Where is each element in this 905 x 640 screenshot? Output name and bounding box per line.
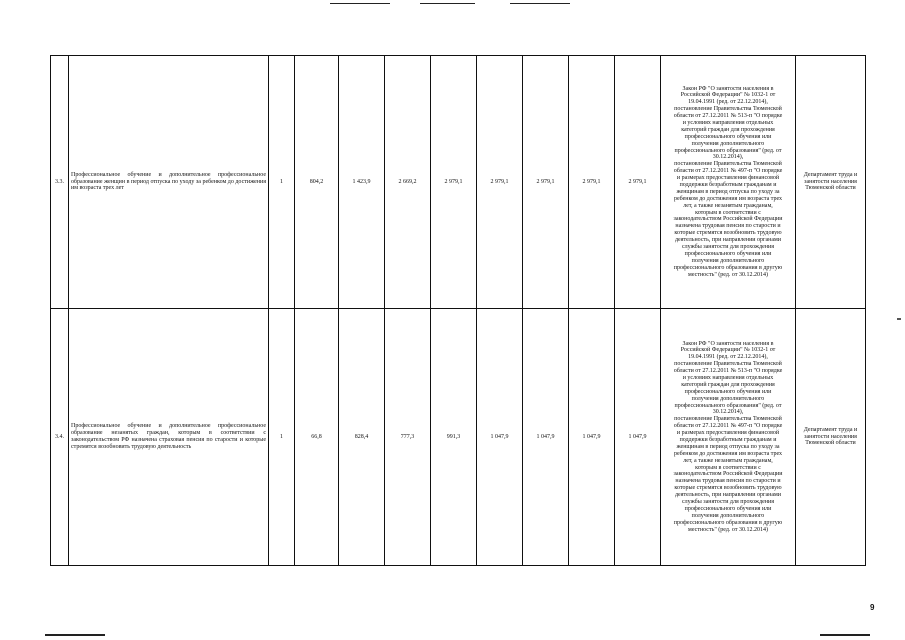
page-number: 9 (870, 603, 875, 612)
value-cell: 1 047,9 (615, 309, 661, 566)
legal-basis-line: 19.04.1991 (ред. от 22.12.2014), (688, 354, 768, 361)
table-row (51, 56, 866, 309)
legal-basis-line: области от 27.12.2011 № 513-п "О порядке (673, 368, 783, 375)
legal-basis-line: назначена трудовая пенсия по старости и (675, 478, 781, 485)
legal-basis-line: профессионального образования" (ред. от (674, 147, 782, 154)
legal-basis-line: профессионального образования в другую (673, 519, 783, 526)
legal-basis-line: женщинам в период отпуска по уходу за (676, 443, 780, 450)
legal-basis-line: лет, а также незанятым гражданам, (683, 202, 773, 209)
legal-basis-line: службы занятости для прохождения (682, 244, 774, 251)
legal-basis-line: и условиях направления отдельных (682, 374, 774, 381)
measure-name: Профессиональное обучение и дополнительное профессиональное образование незанятых граждан, которым в соответствии с законодательством РФ назначена страховая пенсия по старости и которые стремятся возобновить трудовую деятельность (69, 309, 269, 566)
executor: Департамент труда и занятости населения Тюменской области (796, 56, 866, 309)
scan-artifact-side (897, 318, 901, 320)
value-cell: 991,3 (431, 309, 477, 566)
legal-basis-line: деятельность, при направлении органами (674, 237, 781, 244)
value-cell: 1 423,9 (339, 56, 385, 309)
value-cell: 777,3 (385, 309, 431, 566)
legal-basis-line: ребенком до достижения им возраста трех (673, 450, 783, 457)
legal-basis-line: поддержки безработным гражданам и (679, 437, 777, 443)
legal-basis-line: и условиях направления отдельных (682, 119, 774, 126)
legal-basis-line: профессионального обучения или (684, 133, 772, 140)
unit-cell: 1 (269, 309, 295, 566)
legal-basis-line: Закон РФ "О занятости населения в (682, 85, 774, 92)
legal-basis-line: получения дополнительного (691, 257, 765, 264)
legal-basis-line: женщинам в период отпуска по уходу за (676, 188, 780, 195)
legal-basis-line: лет, а также незанятым гражданам, (683, 457, 773, 464)
legal-basis-line: получения дополнительного (691, 395, 765, 402)
legal-basis-line: категорий граждан для прохождения (681, 126, 775, 133)
legal-basis (661, 309, 796, 566)
legal-basis-line: постановление Правительства Тюменской (674, 416, 782, 423)
value-cell: 2 979,1 (523, 56, 569, 309)
table-row (51, 309, 866, 566)
legal-basis-line: местность" (ред. от 30.12.2014) (688, 526, 768, 533)
program-measures-table (50, 55, 866, 566)
value-cell: 2 979,1 (569, 56, 615, 309)
executor: Департамент труда и занятости населения Тюменской области (796, 309, 866, 566)
legal-basis-line: Закон РФ "О занятости населения в (682, 340, 774, 347)
legal-basis (661, 56, 796, 309)
legal-basis-line: 19.04.1991 (ред. от 22.12.2014), (688, 99, 768, 106)
legal-basis-line: и размерах предоставления финансовой (676, 175, 780, 182)
row-number: 3.3. (51, 56, 69, 309)
legal-basis-line: и размерах предоставления финансовой (676, 430, 780, 437)
value-cell: 1 047,9 (523, 309, 569, 566)
legal-basis-line: Российской Федерации" № 1032-1 от (680, 347, 776, 354)
legal-basis-line: которым в соответствии с (695, 464, 761, 471)
legal-basis-line: области от 27.12.2011 № 497-п "О порядке (673, 423, 783, 430)
legal-basis-line: профессионального образования" (ред. от (674, 402, 782, 409)
legal-basis-line: назначена трудовая пенсия по старости и (675, 223, 781, 230)
scan-artifact-bottom (45, 634, 105, 636)
value-cell: 2 979,1 (477, 56, 523, 309)
legal-basis-line: законодательством Российской Федерации (673, 216, 783, 223)
legal-basis-line: Российской Федерации" № 1032-1 от (680, 92, 776, 99)
legal-basis-line: деятельность, при направлении органами (674, 492, 781, 499)
scan-artifact-top (330, 3, 390, 4)
value-cell: 2 979,1 (431, 56, 477, 309)
value-cell: 2 979,1 (615, 56, 661, 309)
legal-basis-line: постановление Правительства Тюменской (674, 161, 782, 168)
scan-artifact-top (420, 3, 475, 4)
legal-basis-line: постановление Правительства Тюменской (674, 361, 782, 368)
legal-basis-line: службы занятости для прохождения (682, 499, 774, 506)
legal-basis-line: ребенком до достижения им возраста трех (673, 195, 783, 202)
legal-basis-line: профессионального обучения или (684, 505, 772, 512)
value-cell: 66,8 (295, 309, 339, 566)
legal-basis-line: профессионального обучения или (684, 250, 772, 257)
legal-basis-line: которые стремятся возобновить трудовую (674, 485, 782, 492)
measure-name: Профессиональное обучение и дополнительное профессиональное образование женщин в период отпуска по уходу за ребенком до достижения им возраста трех лет (69, 56, 269, 309)
value-cell: 828,4 (339, 309, 385, 566)
scan-artifact-bottom (820, 634, 870, 636)
value-cell: 2 669,2 (385, 56, 431, 309)
row-number: 3.4. (51, 309, 69, 566)
legal-basis-line: категорий граждан для прохождения (681, 381, 775, 388)
legal-basis-line: профессионального образования в другую (673, 264, 783, 271)
legal-basis-line: поддержки безработным гражданам и (679, 182, 777, 188)
legal-basis-line: 30.12.2014), (712, 154, 744, 161)
legal-basis-line: местность" (ред. от 30.12.2014) (688, 271, 768, 278)
legal-basis-line: получения дополнительного (691, 140, 765, 147)
legal-basis-line: постановление Правительства Тюменской (674, 106, 782, 113)
value-cell: 1 047,9 (569, 309, 615, 566)
value-cell: 804,2 (295, 56, 339, 309)
legal-basis-line: которые стремятся возобновить трудовую (674, 230, 782, 237)
scan-artifact-top (510, 3, 570, 4)
legal-basis-line: законодательством Российской Федерации (673, 471, 783, 478)
legal-basis-line: области от 27.12.2011 № 497-п "О порядке (673, 168, 783, 175)
unit-cell: 1 (269, 56, 295, 309)
legal-basis-line: 30.12.2014), (712, 409, 744, 416)
legal-basis-line: получения дополнительного (691, 512, 765, 519)
legal-basis-line: которым в соответствии с (695, 209, 761, 216)
value-cell: 1 047,9 (477, 309, 523, 566)
legal-basis-line: области от 27.12.2011 № 513-п "О порядке (673, 113, 783, 120)
legal-basis-line: профессионального обучения или (684, 388, 772, 395)
